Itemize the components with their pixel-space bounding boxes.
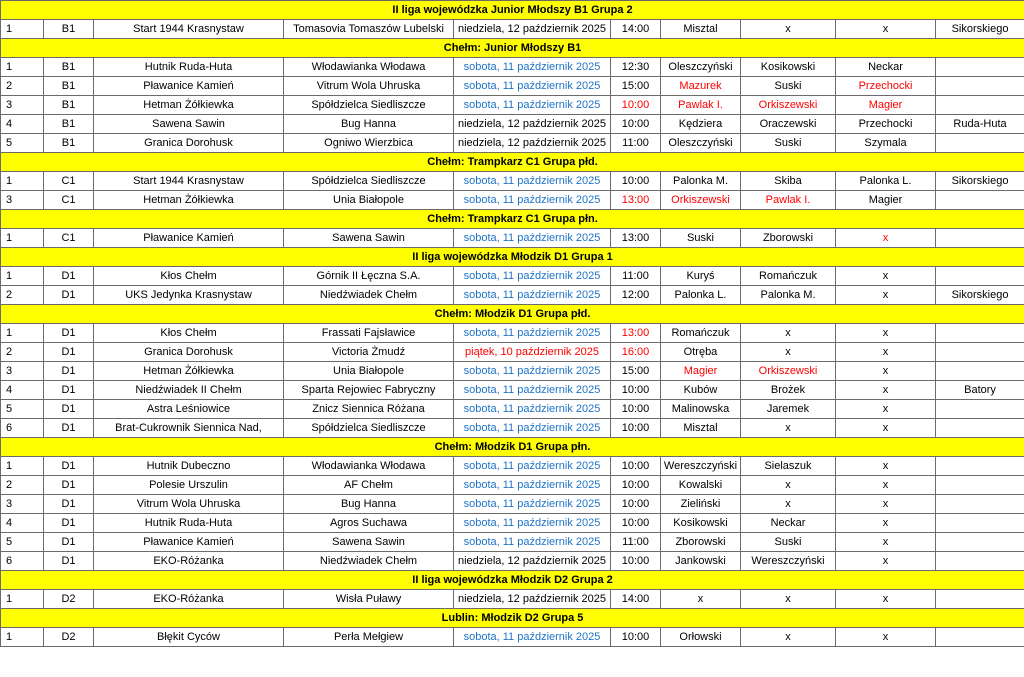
assistant-2-cell: x — [836, 590, 936, 609]
match-time-cell: 10:00 — [611, 514, 661, 533]
away-team-cell: Niedźwiadek Chełm — [284, 286, 454, 305]
assistant-1-cell: Kosikowski — [741, 58, 836, 77]
home-team-cell: Granica Dorohusk — [94, 134, 284, 153]
match-time-cell: 11:00 — [611, 267, 661, 286]
observer-cell — [936, 362, 1024, 381]
section-title: Chełm: Trampkarz C1 Grupa płd. — [1, 153, 1024, 172]
match-date-cell: sobota, 11 październik 2025 — [454, 191, 611, 210]
match-date-cell: sobota, 11 październik 2025 — [454, 419, 611, 438]
home-team-cell: Kłos Chełm — [94, 267, 284, 286]
assistant-2-cell: x — [836, 381, 936, 400]
assistant-1-cell: x — [741, 343, 836, 362]
assistant-2-cell: x — [836, 476, 936, 495]
observer-cell — [936, 419, 1024, 438]
observer-cell — [936, 552, 1024, 571]
referee-cell: Oleszczyński — [661, 58, 741, 77]
category-cell: B1 — [44, 96, 94, 115]
away-team-cell: Spółdzielca Siedliszcze — [284, 96, 454, 115]
match-time-cell: 10:00 — [611, 552, 661, 571]
table-row — [1, 324, 1024, 343]
home-team-cell: Hetman Żółkiewka — [94, 96, 284, 115]
table-row — [1, 476, 1024, 495]
category-cell: B1 — [44, 134, 94, 153]
category-cell: C1 — [44, 229, 94, 248]
assistant-2-cell: x — [836, 286, 936, 305]
assistant-1-cell: x — [741, 20, 836, 39]
observer-cell: Sikorskiego — [936, 20, 1024, 39]
match-date-cell: piątek, 10 październik 2025 — [454, 343, 611, 362]
assistant-1-cell: Oraczewski — [741, 115, 836, 134]
match-number-cell: 3 — [1, 495, 44, 514]
home-team-cell: Brat-Cukrownik Siennica Nad, — [94, 419, 284, 438]
observer-cell — [936, 229, 1024, 248]
match-number-cell: 5 — [1, 400, 44, 419]
match-time-cell: 10:00 — [611, 115, 661, 134]
match-number-cell: 3 — [1, 191, 44, 210]
home-team-cell: Astra Leśniowice — [94, 400, 284, 419]
observer-cell — [936, 267, 1024, 286]
home-team-cell: Hutnik Ruda-Huta — [94, 514, 284, 533]
match-number-cell: 2 — [1, 77, 44, 96]
match-time-cell: 10:00 — [611, 628, 661, 647]
assistant-1-cell: Sielaszuk — [741, 457, 836, 476]
observer-cell — [936, 476, 1024, 495]
match-date-cell: sobota, 11 październik 2025 — [454, 362, 611, 381]
section-header-row — [1, 248, 1024, 267]
match-time-cell: 16:00 — [611, 343, 661, 362]
section-title: Chełm: Młodzik D1 Grupa płd. — [1, 305, 1024, 324]
match-number-cell: 1 — [1, 324, 44, 343]
referee-cell: Orłowski — [661, 628, 741, 647]
away-team-cell: Victoria Żmudź — [284, 343, 454, 362]
match-date-cell: sobota, 11 październik 2025 — [454, 229, 611, 248]
away-team-cell: Spółdzielca Siedliszcze — [284, 419, 454, 438]
referee-cell: Malinowska — [661, 400, 741, 419]
category-cell: D1 — [44, 514, 94, 533]
table-row — [1, 77, 1024, 96]
match-time-cell: 10:00 — [611, 419, 661, 438]
category-cell: D1 — [44, 419, 94, 438]
table-row — [1, 533, 1024, 552]
match-time-cell: 10:00 — [611, 476, 661, 495]
table-row — [1, 134, 1024, 153]
match-time-cell: 10:00 — [611, 457, 661, 476]
match-date-cell: sobota, 11 październik 2025 — [454, 96, 611, 115]
table-row — [1, 58, 1024, 77]
assistant-1-cell: Jaremek — [741, 400, 836, 419]
match-date-cell: sobota, 11 październik 2025 — [454, 476, 611, 495]
away-team-cell: Wisła Puławy — [284, 590, 454, 609]
category-cell: B1 — [44, 20, 94, 39]
match-time-cell: 15:00 — [611, 362, 661, 381]
category-cell: D1 — [44, 552, 94, 571]
section-title: Lublin: Młodzik D2 Grupa 5 — [1, 609, 1024, 628]
assistant-1-cell: Romańczuk — [741, 267, 836, 286]
home-team-cell: UKS Jedynka Krasnystaw — [94, 286, 284, 305]
section-header-row — [1, 438, 1024, 457]
observer-cell — [936, 343, 1024, 362]
away-team-cell: Bug Hanna — [284, 495, 454, 514]
assistant-1-cell: Orkiszewski — [741, 96, 836, 115]
category-cell: D1 — [44, 343, 94, 362]
category-cell: D1 — [44, 533, 94, 552]
match-time-cell: 13:00 — [611, 191, 661, 210]
referee-cell: Wereszczyński — [661, 457, 741, 476]
home-team-cell: EKO-Różanka — [94, 552, 284, 571]
observer-cell — [936, 628, 1024, 647]
away-team-cell: Frassati Fajsławice — [284, 324, 454, 343]
assistant-2-cell: x — [836, 533, 936, 552]
match-date-cell: sobota, 11 październik 2025 — [454, 58, 611, 77]
match-date-cell: sobota, 11 październik 2025 — [454, 514, 611, 533]
observer-cell: Ruda-Huta — [936, 115, 1024, 134]
referee-cell: Misztal — [661, 419, 741, 438]
table-row — [1, 286, 1024, 305]
referee-cell: Kowalski — [661, 476, 741, 495]
match-time-cell: 13:00 — [611, 229, 661, 248]
section-title: Chełm: Trampkarz C1 Grupa płn. — [1, 210, 1024, 229]
match-date-cell: sobota, 11 październik 2025 — [454, 77, 611, 96]
referee-cell: Mazurek — [661, 77, 741, 96]
section-title: II liga wojewódzka Junior Młodszy B1 Grupa 2 — [1, 1, 1024, 20]
observer-cell — [936, 400, 1024, 419]
observer-cell — [936, 324, 1024, 343]
match-time-cell: 12:30 — [611, 58, 661, 77]
match-date-cell: niedziela, 12 październik 2025 — [454, 552, 611, 571]
assistant-2-cell: x — [836, 324, 936, 343]
match-number-cell: 1 — [1, 628, 44, 647]
match-date-cell: sobota, 11 październik 2025 — [454, 286, 611, 305]
match-date-cell: sobota, 11 październik 2025 — [454, 628, 611, 647]
category-cell: D1 — [44, 362, 94, 381]
home-team-cell: Pławanice Kamień — [94, 229, 284, 248]
away-team-cell: Vitrum Wola Uhruska — [284, 77, 454, 96]
referee-cell: Kuryś — [661, 267, 741, 286]
assistant-1-cell: x — [741, 495, 836, 514]
referee-cell: Orkiszewski — [661, 191, 741, 210]
category-cell: D1 — [44, 324, 94, 343]
table-row — [1, 343, 1024, 362]
match-time-cell: 10:00 — [611, 96, 661, 115]
away-team-cell: Włodawianka Włodawa — [284, 457, 454, 476]
assistant-2-cell: Przechocki — [836, 115, 936, 134]
section-title: II liga wojewódzka Młodzik D2 Grupa 2 — [1, 571, 1024, 590]
table-row — [1, 419, 1024, 438]
match-number-cell: 1 — [1, 58, 44, 77]
away-team-cell: Sparta Rejowiec Fabryczny — [284, 381, 454, 400]
assistant-2-cell: x — [836, 514, 936, 533]
match-number-cell: 2 — [1, 476, 44, 495]
assistant-2-cell: Neckar — [836, 58, 936, 77]
away-team-cell: Sawena Sawin — [284, 533, 454, 552]
match-date-cell: sobota, 11 październik 2025 — [454, 324, 611, 343]
assistant-1-cell: Suski — [741, 134, 836, 153]
match-number-cell: 4 — [1, 514, 44, 533]
match-time-cell: 10:00 — [611, 381, 661, 400]
section-header-row — [1, 571, 1024, 590]
observer-cell: Batory — [936, 381, 1024, 400]
assistant-2-cell: Magier — [836, 96, 936, 115]
category-cell: B1 — [44, 115, 94, 134]
assistant-1-cell: Suski — [741, 77, 836, 96]
away-team-cell: Spółdzielca Siedliszcze — [284, 172, 454, 191]
section-header-row — [1, 39, 1024, 58]
section-title: Chełm: Junior Młodszy B1 — [1, 39, 1024, 58]
observer-cell — [936, 533, 1024, 552]
assistant-1-cell: x — [741, 476, 836, 495]
referee-cell: Zieliński — [661, 495, 741, 514]
table-row — [1, 514, 1024, 533]
match-number-cell: 6 — [1, 419, 44, 438]
category-cell: B1 — [44, 77, 94, 96]
match-number-cell: 3 — [1, 362, 44, 381]
table-row — [1, 115, 1024, 134]
observer-cell — [936, 495, 1024, 514]
away-team-cell: Górnik II Łęczna S.A. — [284, 267, 454, 286]
assistant-1-cell: Orkiszewski — [741, 362, 836, 381]
assistant-2-cell: x — [836, 400, 936, 419]
assistant-1-cell: Palonka M. — [741, 286, 836, 305]
assistant-1-cell: Skiba — [741, 172, 836, 191]
category-cell: D1 — [44, 495, 94, 514]
observer-cell — [936, 134, 1024, 153]
assistant-1-cell: x — [741, 590, 836, 609]
referee-cell: Jankowski — [661, 552, 741, 571]
category-cell: D1 — [44, 457, 94, 476]
match-number-cell: 4 — [1, 115, 44, 134]
assistant-1-cell: x — [741, 628, 836, 647]
assistant-2-cell: Przechocki — [836, 77, 936, 96]
observer-cell: Sikorskiego — [936, 286, 1024, 305]
observer-cell — [936, 514, 1024, 533]
home-team-cell: Sawena Sawin — [94, 115, 284, 134]
referee-cell: Kubów — [661, 381, 741, 400]
away-team-cell: Ogniwo Wierzbica — [284, 134, 454, 153]
referee-cell: Misztal — [661, 20, 741, 39]
home-team-cell: Granica Dorohusk — [94, 343, 284, 362]
assistant-2-cell: x — [836, 229, 936, 248]
section-header-row — [1, 609, 1024, 628]
table-row — [1, 457, 1024, 476]
category-cell: D1 — [44, 267, 94, 286]
home-team-cell: Niedźwiadek II Chełm — [94, 381, 284, 400]
away-team-cell: Tomasovia Tomaszów Lubelski — [284, 20, 454, 39]
match-date-cell: sobota, 11 październik 2025 — [454, 495, 611, 514]
table-row — [1, 20, 1024, 39]
match-number-cell: 1 — [1, 267, 44, 286]
match-date-cell: niedziela, 12 październik 2025 — [454, 590, 611, 609]
home-team-cell: Start 1944 Krasnystaw — [94, 20, 284, 39]
referee-cell: Zborowski — [661, 533, 741, 552]
observer-cell — [936, 191, 1024, 210]
match-date-cell: sobota, 11 październik 2025 — [454, 533, 611, 552]
table-row — [1, 229, 1024, 248]
table-row — [1, 552, 1024, 571]
assistant-2-cell: Szymala — [836, 134, 936, 153]
away-team-cell: Włodawianka Włodawa — [284, 58, 454, 77]
assistant-1-cell: Wereszczyński — [741, 552, 836, 571]
assistant-2-cell: x — [836, 495, 936, 514]
schedule-body — [1, 1, 1024, 647]
category-cell: D1 — [44, 381, 94, 400]
assistant-1-cell: Zborowski — [741, 229, 836, 248]
assistant-1-cell: Pawlak I. — [741, 191, 836, 210]
section-title: Chełm: Młodzik D1 Grupa płn. — [1, 438, 1024, 457]
table-row — [1, 191, 1024, 210]
match-date-cell: sobota, 11 październik 2025 — [454, 381, 611, 400]
home-team-cell: Hetman Żółkiewka — [94, 362, 284, 381]
match-number-cell: 1 — [1, 229, 44, 248]
match-date-cell: niedziela, 12 październik 2025 — [454, 20, 611, 39]
home-team-cell: Pławanice Kamień — [94, 77, 284, 96]
category-cell: D2 — [44, 590, 94, 609]
table-row — [1, 267, 1024, 286]
match-number-cell: 1 — [1, 590, 44, 609]
match-number-cell: 1 — [1, 20, 44, 39]
home-team-cell: Start 1944 Krasnystaw — [94, 172, 284, 191]
observer-cell — [936, 77, 1024, 96]
home-team-cell: Hetman Żółkiewka — [94, 191, 284, 210]
match-date-cell: sobota, 11 październik 2025 — [454, 400, 611, 419]
category-cell: C1 — [44, 191, 94, 210]
assistant-2-cell: x — [836, 362, 936, 381]
section-header-row — [1, 305, 1024, 324]
assistant-2-cell: x — [836, 552, 936, 571]
table-row — [1, 96, 1024, 115]
observer-cell — [936, 96, 1024, 115]
referee-cell: x — [661, 590, 741, 609]
category-cell: D1 — [44, 476, 94, 495]
away-team-cell: Sawena Sawin — [284, 229, 454, 248]
category-cell: C1 — [44, 172, 94, 191]
home-team-cell: EKO-Różanka — [94, 590, 284, 609]
observer-cell — [936, 590, 1024, 609]
table-row — [1, 381, 1024, 400]
referee-cell: Pawlak I. — [661, 96, 741, 115]
home-team-cell: Polesie Urszulin — [94, 476, 284, 495]
match-number-cell: 2 — [1, 343, 44, 362]
home-team-cell: Błękit Cyców — [94, 628, 284, 647]
match-date-cell: niedziela, 12 październik 2025 — [454, 134, 611, 153]
away-team-cell: Unia Białopole — [284, 191, 454, 210]
assistant-2-cell: x — [836, 20, 936, 39]
table-row — [1, 362, 1024, 381]
match-number-cell: 2 — [1, 286, 44, 305]
home-team-cell: Hutnik Ruda-Huta — [94, 58, 284, 77]
assistant-1-cell: Neckar — [741, 514, 836, 533]
match-time-cell: 14:00 — [611, 590, 661, 609]
assistant-1-cell: x — [741, 324, 836, 343]
referee-cell: Otręba — [661, 343, 741, 362]
assistant-2-cell: x — [836, 628, 936, 647]
category-cell: D1 — [44, 286, 94, 305]
away-team-cell: Agros Suchawa — [284, 514, 454, 533]
away-team-cell: Bug Hanna — [284, 115, 454, 134]
assistant-1-cell: Suski — [741, 533, 836, 552]
referee-cell: Palonka L. — [661, 286, 741, 305]
category-cell: D2 — [44, 628, 94, 647]
match-time-cell: 12:00 — [611, 286, 661, 305]
assistant-1-cell: x — [741, 419, 836, 438]
table-row — [1, 590, 1024, 609]
assistant-2-cell: x — [836, 457, 936, 476]
match-time-cell: 11:00 — [611, 533, 661, 552]
match-number-cell: 1 — [1, 457, 44, 476]
match-date-cell: sobota, 11 październik 2025 — [454, 457, 611, 476]
match-number-cell: 5 — [1, 533, 44, 552]
section-header-row — [1, 153, 1024, 172]
match-number-cell: 6 — [1, 552, 44, 571]
section-header-row — [1, 210, 1024, 229]
match-time-cell: 13:00 — [611, 324, 661, 343]
match-time-cell: 10:00 — [611, 400, 661, 419]
category-cell: B1 — [44, 58, 94, 77]
referee-cell: Magier — [661, 362, 741, 381]
away-team-cell: Unia Białopole — [284, 362, 454, 381]
match-time-cell: 15:00 — [611, 77, 661, 96]
away-team-cell: Perła Mełgiew — [284, 628, 454, 647]
section-header-row — [1, 1, 1024, 20]
match-date-cell: niedziela, 12 październik 2025 — [454, 115, 611, 134]
match-time-cell: 14:00 — [611, 20, 661, 39]
away-team-cell: Znicz Siennica Różana — [284, 400, 454, 419]
away-team-cell: AF Chełm — [284, 476, 454, 495]
assistant-1-cell: Brożek — [741, 381, 836, 400]
match-date-cell: sobota, 11 październik 2025 — [454, 172, 611, 191]
table-row — [1, 495, 1024, 514]
assistant-2-cell: Palonka L. — [836, 172, 936, 191]
table-row — [1, 172, 1024, 191]
match-number-cell: 3 — [1, 96, 44, 115]
assistant-2-cell: x — [836, 267, 936, 286]
referee-cell: Palonka M. — [661, 172, 741, 191]
match-date-cell: sobota, 11 październik 2025 — [454, 267, 611, 286]
section-title: II liga wojewódzka Młodzik D1 Grupa 1 — [1, 248, 1024, 267]
home-team-cell: Kłos Chełm — [94, 324, 284, 343]
referee-cell: Oleszczyński — [661, 134, 741, 153]
match-time-cell: 10:00 — [611, 495, 661, 514]
referee-cell: Kosikowski — [661, 514, 741, 533]
home-team-cell: Hutnik Dubeczno — [94, 457, 284, 476]
home-team-cell: Pławanice Kamień — [94, 533, 284, 552]
home-team-cell: Vitrum Wola Uhruska — [94, 495, 284, 514]
observer-cell — [936, 58, 1024, 77]
match-number-cell: 4 — [1, 381, 44, 400]
category-cell: D1 — [44, 400, 94, 419]
observer-cell: Sikorskiego — [936, 172, 1024, 191]
assistant-2-cell: Magier — [836, 191, 936, 210]
referee-cell: Suski — [661, 229, 741, 248]
table-row — [1, 400, 1024, 419]
match-time-cell: 11:00 — [611, 134, 661, 153]
referee-cell: Kędziera — [661, 115, 741, 134]
assistant-2-cell: x — [836, 419, 936, 438]
table-row — [1, 628, 1024, 647]
away-team-cell: Niedźwiadek Chełm — [284, 552, 454, 571]
match-number-cell: 1 — [1, 172, 44, 191]
match-number-cell: 5 — [1, 134, 44, 153]
match-time-cell: 10:00 — [611, 172, 661, 191]
assistant-2-cell: x — [836, 343, 936, 362]
referee-cell: Romańczuk — [661, 324, 741, 343]
observer-cell — [936, 457, 1024, 476]
